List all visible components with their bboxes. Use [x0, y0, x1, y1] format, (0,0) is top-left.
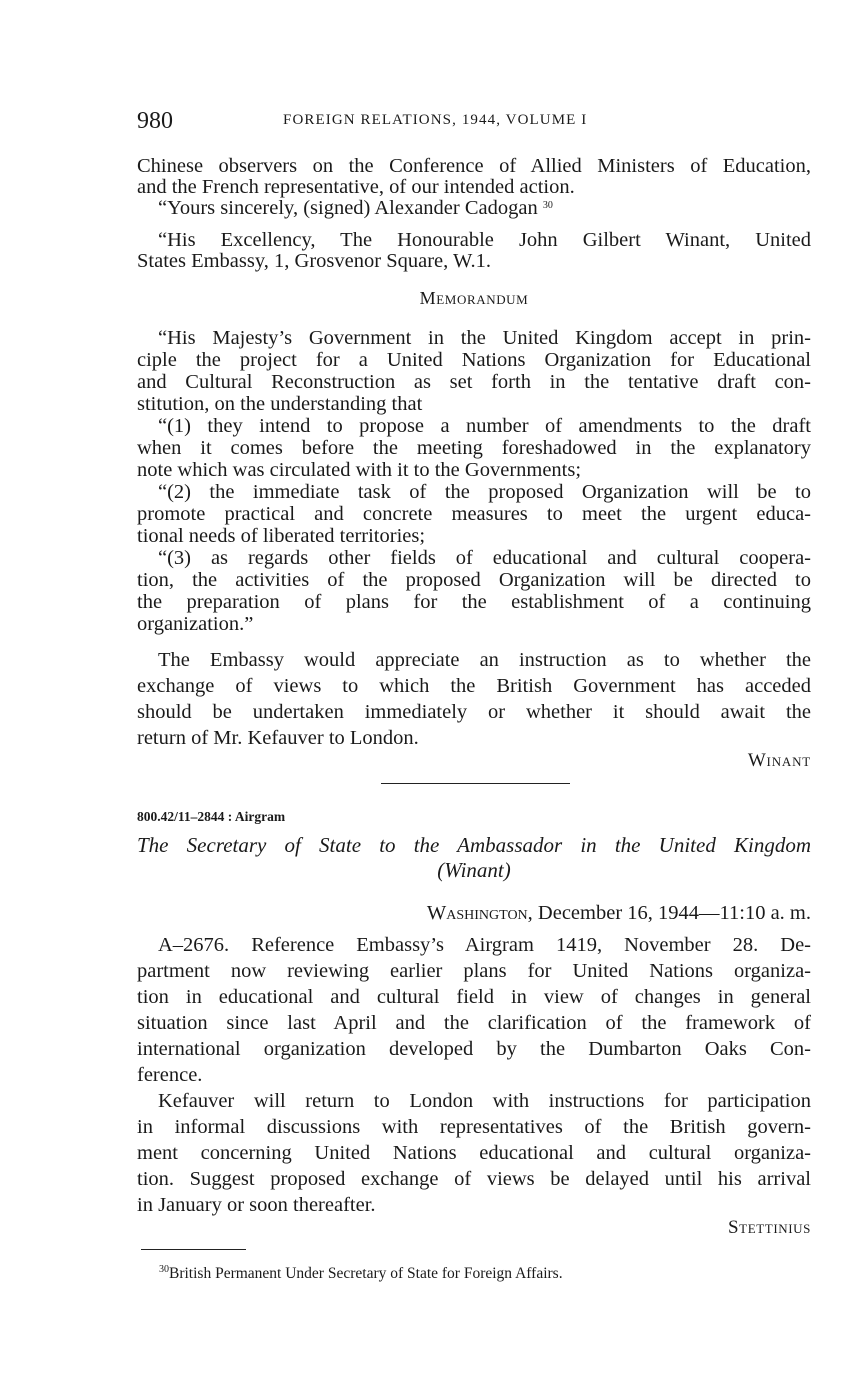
footnote-text: British Permanent Under Secretary of State for Foreign Affairs. — [169, 1265, 563, 1282]
memo-line: stitution, on the understanding that — [137, 393, 423, 415]
running-head: FOREIGN RELATIONS, 1944, VOLUME I — [283, 112, 588, 128]
footnote-number: 30 — [159, 1264, 169, 1275]
memo-item-2: “(2) the immediate task of the proposed Organization will be to — [158, 481, 811, 503]
memo-line: and Cultural Reconstruction as set forth in the tentative draft con- — [137, 371, 811, 393]
body-line: A–2676. Reference Embassy’s Airgram 1419, November 28. De- — [158, 934, 811, 956]
memorandum-heading: Memorandum — [419, 288, 529, 308]
address-line: “His Excellency, The Honourable John Gilbert Winant, United — [158, 229, 811, 251]
letter-line: Chinese observers on the Conference of Allied Ministers of Education, — [137, 155, 811, 177]
memo-item-3: the preparation of plans for the establishment of a continuing — [137, 591, 811, 613]
memo-item-1: when it comes before the meeting foreshadowed in the explanatory — [137, 437, 811, 459]
body-line: tion. Suggest proposed exchange of views be delayed until his arrival — [137, 1168, 811, 1190]
section-divider — [381, 783, 570, 784]
body-line: Kefauver will return to London with instructions for participation — [158, 1090, 811, 1112]
document-title-recipient: (Winant) — [437, 858, 511, 882]
signature-stettinius: Stettinius — [728, 1217, 811, 1238]
memo-item-2: tional needs of liberated territories; — [137, 525, 426, 547]
embassy-line: should be undertaken immediately or whether it should await the — [137, 701, 811, 723]
document-citation: 800.42/11–2844 : Airgram — [137, 809, 286, 824]
body-line: in informal discussions with representatives of the British govern- — [137, 1116, 811, 1138]
body-line: situation since last April and the clarification of the framework of — [137, 1012, 811, 1034]
embassy-line: The Embassy would appreciate an instruction as to whether the — [158, 649, 811, 671]
body-line: ference. — [137, 1064, 203, 1086]
embassy-line: exchange of views to which the British Government has acceded — [137, 675, 811, 697]
page-number: 980 — [137, 108, 173, 134]
embassy-line: return of Mr. Kefauver to London. — [137, 727, 419, 749]
letter-closing — [158, 197, 553, 219]
memo-line: ciple the project for a United Nations Organization for Educational — [137, 349, 811, 371]
dateline-place: Washington — [426, 902, 528, 924]
dateline — [427, 902, 811, 924]
body-line: international organization developed by the Dumbarton Oaks Con- — [137, 1038, 811, 1060]
letter-line: and the French representative, of our intended action. — [137, 176, 575, 198]
address-line: States Embassy, 1, Grosvenor Square, W.1. — [137, 250, 491, 272]
body-line: in January or soon thereafter. — [137, 1194, 376, 1216]
dateline-date: , December 16, 1944—11:10 a. m. — [527, 902, 811, 924]
memo-item-3: “(3) as regards other fields of educational and cultural coopera- — [158, 547, 811, 569]
memo-item-3: organization.” — [137, 613, 254, 635]
document-title: The Secretary of State to the Ambassador in the United Kingdom — [137, 833, 811, 857]
footnote-rule — [141, 1249, 246, 1250]
body-line: partment now reviewing earlier plans for United Nations organiza- — [137, 960, 811, 982]
memo-item-3: tion, the activities of the proposed Organization will be directed to — [137, 569, 811, 591]
memo-item-2: promote practical and concrete measures to meet the urgent educa- — [137, 503, 811, 525]
footnote-ref: 30 — [542, 200, 553, 211]
closing-text: “Yours sincerely, (signed) Alexander Cadogan — [158, 197, 538, 219]
memo-line: “His Majesty’s Government in the United Kingdom accept in prin- — [158, 327, 811, 349]
body-line: tion in educational and cultural field in view of changes in general — [137, 986, 811, 1008]
memo-item-1: “(1) they intend to propose a number of amendments to the draft — [158, 415, 811, 437]
signature-winant: Winant — [747, 750, 811, 771]
footnote — [159, 1265, 563, 1283]
body-line: ment concerning United Nations educational and cultural organiza- — [137, 1142, 811, 1164]
memo-item-1: note which was circulated with it to the Governments; — [137, 459, 582, 481]
